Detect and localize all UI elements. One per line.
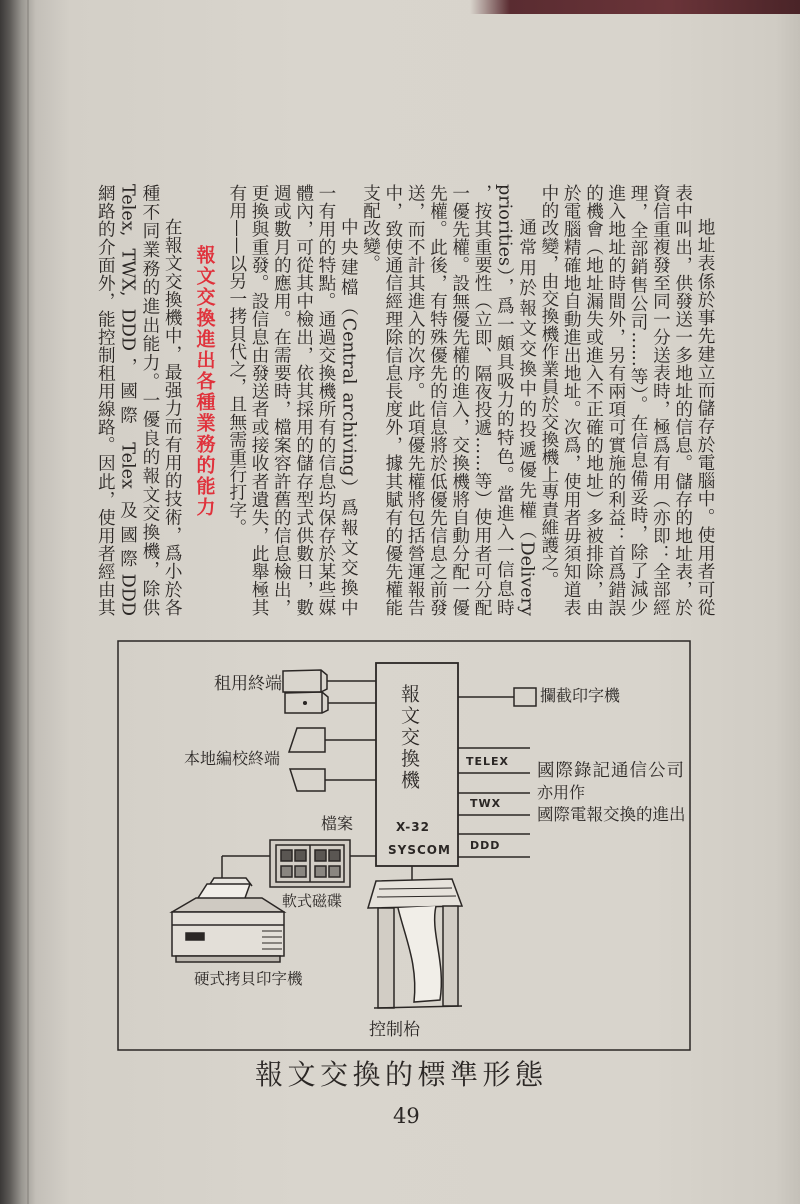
switch-label: 報文交換機	[398, 684, 420, 792]
switch-maker: SYSCOM	[388, 843, 451, 857]
console-label: 控制枱	[369, 1020, 420, 1040]
console	[368, 879, 462, 1008]
leased-terminals-label: 租用終端	[214, 674, 282, 694]
text-column: 更換與重發。設信息由發送者或接收者遺失，此舉極其	[249, 184, 270, 616]
text-column: 進入地址的時間外，另有兩項可實施的利益：首爲錯誤	[605, 184, 626, 616]
destination-label: 國際電報交換的進出	[537, 805, 686, 824]
local-terminal-2	[290, 769, 325, 791]
section-heading: 報文交換進出各種業務的能力	[193, 245, 216, 518]
intercept-printer	[514, 688, 536, 706]
floppy-label: 軟式磁碟	[282, 892, 343, 910]
text-column: 通常用於報文交換中的投遞優先權（Delivery	[516, 218, 537, 616]
text-column: 中的改變，由交換機作業員於交換機上專責維護之。	[538, 184, 559, 589]
figure-caption: 報文交換的標準形態	[255, 1058, 548, 1091]
text-column: 週或數月的應用。在需要時，檔案容許舊的信息檢出，	[271, 184, 292, 616]
local-terminals-label: 本地編校終端	[184, 749, 281, 768]
text-column: 支配改變。	[360, 184, 381, 272]
text-column: 有用——以另一拷貝代之，且無需重行打字。	[226, 184, 247, 536]
leased-terminal-1	[283, 670, 327, 692]
destination-label: 國際錄記通信公司	[537, 761, 685, 781]
text-column: 先權。此後，有特殊優先的信息將於低優先信息之前發	[427, 184, 448, 616]
text-column: ，按其重要性（立即、隔夜投遞……等）使用者可分配	[472, 184, 493, 616]
telex-label: TELEX	[466, 755, 510, 768]
text-column: 網路的介面外，能控制租用線路。因此，使用者經由其	[95, 184, 116, 616]
file-label: 檔案	[321, 814, 354, 833]
ddd-label: DDD	[470, 839, 501, 852]
text-column: 在報文交換機中，最强力而有用的技術，爲小於各	[162, 218, 183, 616]
leased-terminal-2	[285, 692, 328, 713]
text-column: 送，而不計其進入的次序。此項優先權將包括營運報告	[405, 184, 426, 616]
page-number: 49	[393, 1104, 420, 1128]
text-column: 一有用的特點。通過交換機所有的信息均保存於某些媒	[315, 184, 336, 616]
text-column: 資信重複發至同一分送表時，極爲有用（亦即：全部經	[650, 184, 671, 616]
text-column: 地址表係於事先建立而儲存於電腦中。使用者可從	[695, 218, 715, 616]
switch-model: X-32	[396, 820, 430, 834]
intercept-printer-label: 攔截印字機	[540, 686, 621, 705]
text-column: 一優先權。設無優先權的進入，交換機將自動分配一優	[449, 184, 470, 616]
text-column: 中，致使通信經理除信息長度外，據其賦有的優先權能	[382, 184, 403, 616]
text-column: 理，全部銷售公司……等）。在信息備妥時，除了減少	[628, 184, 649, 616]
text-column: Telex, TWX, DDD，國際 Telex 及國際DDD	[117, 184, 138, 616]
text-column: 種不同業務的進出能力。一優良的報文交換機，除供	[139, 184, 160, 616]
floppy-disk-unit	[270, 840, 350, 887]
local-terminal-1	[289, 728, 325, 752]
text-column: 於電腦精確地自動進出地址。次爲，使用者毋須知道表	[561, 184, 582, 616]
text-column: 中央建檔（Central archiving）爲報文交換中	[338, 218, 359, 616]
text-column: 體內，可從其中檢出，依其採用的儲存型式供數日，數	[293, 184, 314, 616]
destination-label: 亦用作	[537, 783, 586, 802]
text-column: 表中叫出，供發送一多地址的信息。儲存的地址表，於	[672, 184, 693, 616]
twx-label: TWX	[470, 797, 502, 810]
hardcopy-printer	[172, 878, 284, 962]
hardcopy-printer-label: 硬式拷貝印字機	[194, 970, 303, 988]
text-column: priorities），爲一頗具吸力的特色。當進入一信息時	[494, 184, 515, 616]
text-column: 的機會（地址漏失或進入不正確的地址）多被排除，由	[583, 184, 604, 616]
